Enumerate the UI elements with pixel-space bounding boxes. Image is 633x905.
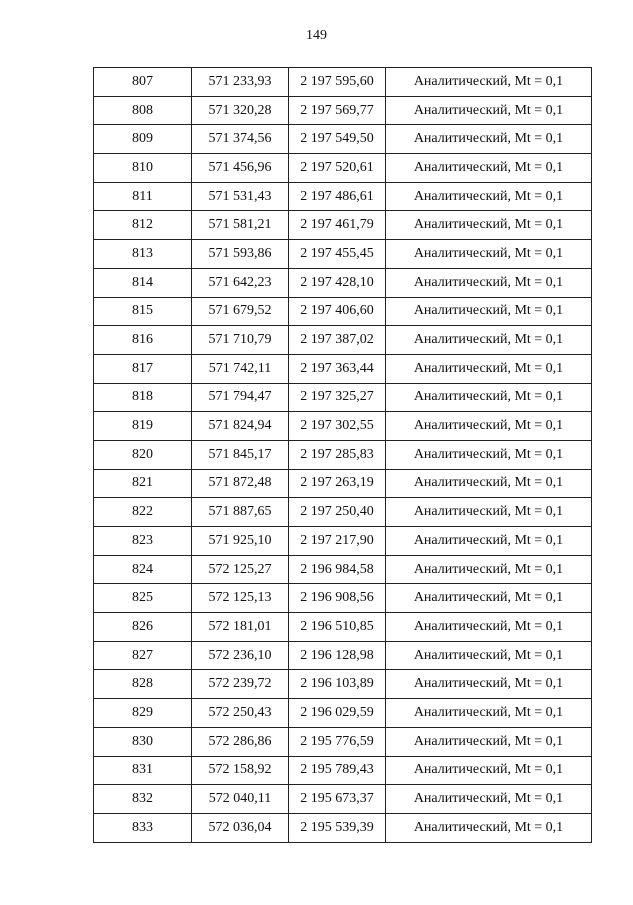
x-coordinate-cell: 572 125,13 <box>192 584 289 613</box>
method-cell: Аналитический, Mt = 0,1 <box>386 699 592 728</box>
point-number-cell: 829 <box>94 699 192 728</box>
x-coordinate-cell: 571 925,10 <box>192 527 289 556</box>
y-coordinate-cell: 2 197 520,61 <box>289 154 386 183</box>
y-coordinate-cell: 2 195 789,43 <box>289 756 386 785</box>
y-coordinate-cell: 2 197 250,40 <box>289 498 386 527</box>
x-coordinate-cell: 571 233,93 <box>192 68 289 97</box>
point-number-cell: 817 <box>94 354 192 383</box>
y-coordinate-cell: 2 197 428,10 <box>289 268 386 297</box>
method-cell: Аналитический, Mt = 0,1 <box>386 727 592 756</box>
point-number-cell: 811 <box>94 182 192 211</box>
x-coordinate-cell: 571 824,94 <box>192 412 289 441</box>
table-row <box>94 412 592 441</box>
point-number-cell: 818 <box>94 383 192 412</box>
y-coordinate-cell: 2 197 455,45 <box>289 240 386 269</box>
point-number-cell: 810 <box>94 154 192 183</box>
method-cell: Аналитический, Mt = 0,1 <box>386 96 592 125</box>
table-row <box>94 240 592 269</box>
method-cell: Аналитический, Mt = 0,1 <box>386 211 592 240</box>
y-coordinate-cell: 2 196 984,58 <box>289 555 386 584</box>
coordinates-table <box>93 67 592 843</box>
point-number-cell: 826 <box>94 613 192 642</box>
coordinates-table-body <box>94 68 592 843</box>
method-cell: Аналитический, Mt = 0,1 <box>386 383 592 412</box>
method-cell: Аналитический, Mt = 0,1 <box>386 440 592 469</box>
table-row <box>94 699 592 728</box>
method-cell: Аналитический, Mt = 0,1 <box>386 469 592 498</box>
table-row <box>94 498 592 527</box>
point-number-cell: 816 <box>94 326 192 355</box>
y-coordinate-cell: 2 197 263,19 <box>289 469 386 498</box>
y-coordinate-cell: 2 197 569,77 <box>289 96 386 125</box>
x-coordinate-cell: 571 872,48 <box>192 469 289 498</box>
y-coordinate-cell: 2 197 406,60 <box>289 297 386 326</box>
method-cell: Аналитический, Mt = 0,1 <box>386 326 592 355</box>
y-coordinate-cell: 2 197 285,83 <box>289 440 386 469</box>
table-row <box>94 527 592 556</box>
y-coordinate-cell: 2 195 539,39 <box>289 813 386 842</box>
table-row <box>94 96 592 125</box>
point-number-cell: 831 <box>94 756 192 785</box>
y-coordinate-cell: 2 196 103,89 <box>289 670 386 699</box>
point-number-cell: 823 <box>94 527 192 556</box>
y-coordinate-cell: 2 197 595,60 <box>289 68 386 97</box>
table-row <box>94 555 592 584</box>
point-number-cell: 813 <box>94 240 192 269</box>
point-number-cell: 814 <box>94 268 192 297</box>
method-cell: Аналитический, Mt = 0,1 <box>386 182 592 211</box>
x-coordinate-cell: 571 374,56 <box>192 125 289 154</box>
point-number-cell: 812 <box>94 211 192 240</box>
x-coordinate-cell: 571 845,17 <box>192 440 289 469</box>
point-number-cell: 808 <box>94 96 192 125</box>
y-coordinate-cell: 2 197 363,44 <box>289 354 386 383</box>
point-number-cell: 821 <box>94 469 192 498</box>
table-row <box>94 670 592 699</box>
x-coordinate-cell: 572 236,10 <box>192 641 289 670</box>
table-row <box>94 813 592 842</box>
method-cell: Аналитический, Mt = 0,1 <box>386 268 592 297</box>
y-coordinate-cell: 2 195 673,37 <box>289 785 386 814</box>
point-number-cell: 807 <box>94 68 192 97</box>
table-row <box>94 756 592 785</box>
y-coordinate-cell: 2 196 510,85 <box>289 613 386 642</box>
y-coordinate-cell: 2 197 217,90 <box>289 527 386 556</box>
table-row <box>94 383 592 412</box>
x-coordinate-cell: 571 642,23 <box>192 268 289 297</box>
method-cell: Аналитический, Mt = 0,1 <box>386 555 592 584</box>
table-row <box>94 68 592 97</box>
x-coordinate-cell: 572 181,01 <box>192 613 289 642</box>
method-cell: Аналитический, Mt = 0,1 <box>386 125 592 154</box>
method-cell: Аналитический, Mt = 0,1 <box>386 68 592 97</box>
table-row <box>94 440 592 469</box>
method-cell: Аналитический, Mt = 0,1 <box>386 354 592 383</box>
table-row <box>94 297 592 326</box>
x-coordinate-cell: 572 125,27 <box>192 555 289 584</box>
x-coordinate-cell: 571 456,96 <box>192 154 289 183</box>
method-cell: Аналитический, Mt = 0,1 <box>386 641 592 670</box>
point-number-cell: 830 <box>94 727 192 756</box>
point-number-cell: 824 <box>94 555 192 584</box>
y-coordinate-cell: 2 197 325,27 <box>289 383 386 412</box>
y-coordinate-cell: 2 197 461,79 <box>289 211 386 240</box>
table-row <box>94 613 592 642</box>
method-cell: Аналитический, Mt = 0,1 <box>386 412 592 441</box>
x-coordinate-cell: 571 531,43 <box>192 182 289 211</box>
table-row <box>94 354 592 383</box>
point-number-cell: 833 <box>94 813 192 842</box>
point-number-cell: 822 <box>94 498 192 527</box>
x-coordinate-cell: 571 887,65 <box>192 498 289 527</box>
point-number-cell: 825 <box>94 584 192 613</box>
method-cell: Аналитический, Mt = 0,1 <box>386 785 592 814</box>
x-coordinate-cell: 571 320,28 <box>192 96 289 125</box>
x-coordinate-cell: 572 250,43 <box>192 699 289 728</box>
x-coordinate-cell: 571 593,86 <box>192 240 289 269</box>
method-cell: Аналитический, Mt = 0,1 <box>386 498 592 527</box>
point-number-cell: 809 <box>94 125 192 154</box>
table-row <box>94 154 592 183</box>
x-coordinate-cell: 572 286,86 <box>192 727 289 756</box>
x-coordinate-cell: 572 158,92 <box>192 756 289 785</box>
x-coordinate-cell: 571 794,47 <box>192 383 289 412</box>
point-number-cell: 815 <box>94 297 192 326</box>
x-coordinate-cell: 572 036,04 <box>192 813 289 842</box>
point-number-cell: 819 <box>94 412 192 441</box>
x-coordinate-cell: 571 710,79 <box>192 326 289 355</box>
y-coordinate-cell: 2 197 302,55 <box>289 412 386 441</box>
table-row <box>94 268 592 297</box>
method-cell: Аналитический, Mt = 0,1 <box>386 584 592 613</box>
x-coordinate-cell: 571 742,11 <box>192 354 289 383</box>
y-coordinate-cell: 2 196 908,56 <box>289 584 386 613</box>
page-number: 149 <box>306 28 327 43</box>
x-coordinate-cell: 571 679,52 <box>192 297 289 326</box>
table-row <box>94 641 592 670</box>
method-cell: Аналитический, Mt = 0,1 <box>386 613 592 642</box>
method-cell: Аналитический, Mt = 0,1 <box>386 527 592 556</box>
method-cell: Аналитический, Mt = 0,1 <box>386 297 592 326</box>
method-cell: Аналитический, Mt = 0,1 <box>386 154 592 183</box>
point-number-cell: 832 <box>94 785 192 814</box>
point-number-cell: 827 <box>94 641 192 670</box>
table-row <box>94 584 592 613</box>
y-coordinate-cell: 2 197 486,61 <box>289 182 386 211</box>
table-row <box>94 125 592 154</box>
table-row <box>94 182 592 211</box>
y-coordinate-cell: 2 195 776,59 <box>289 727 386 756</box>
table-row <box>94 326 592 355</box>
y-coordinate-cell: 2 197 549,50 <box>289 125 386 154</box>
table-row <box>94 785 592 814</box>
table-row <box>94 469 592 498</box>
method-cell: Аналитический, Mt = 0,1 <box>386 813 592 842</box>
x-coordinate-cell: 572 040,11 <box>192 785 289 814</box>
y-coordinate-cell: 2 196 128,98 <box>289 641 386 670</box>
point-number-cell: 828 <box>94 670 192 699</box>
y-coordinate-cell: 2 197 387,02 <box>289 326 386 355</box>
method-cell: Аналитический, Mt = 0,1 <box>386 670 592 699</box>
y-coordinate-cell: 2 196 029,59 <box>289 699 386 728</box>
method-cell: Аналитический, Mt = 0,1 <box>386 756 592 785</box>
x-coordinate-cell: 571 581,21 <box>192 211 289 240</box>
table-row <box>94 727 592 756</box>
point-number-cell: 820 <box>94 440 192 469</box>
method-cell: Аналитический, Mt = 0,1 <box>386 240 592 269</box>
x-coordinate-cell: 572 239,72 <box>192 670 289 699</box>
table-row <box>94 211 592 240</box>
